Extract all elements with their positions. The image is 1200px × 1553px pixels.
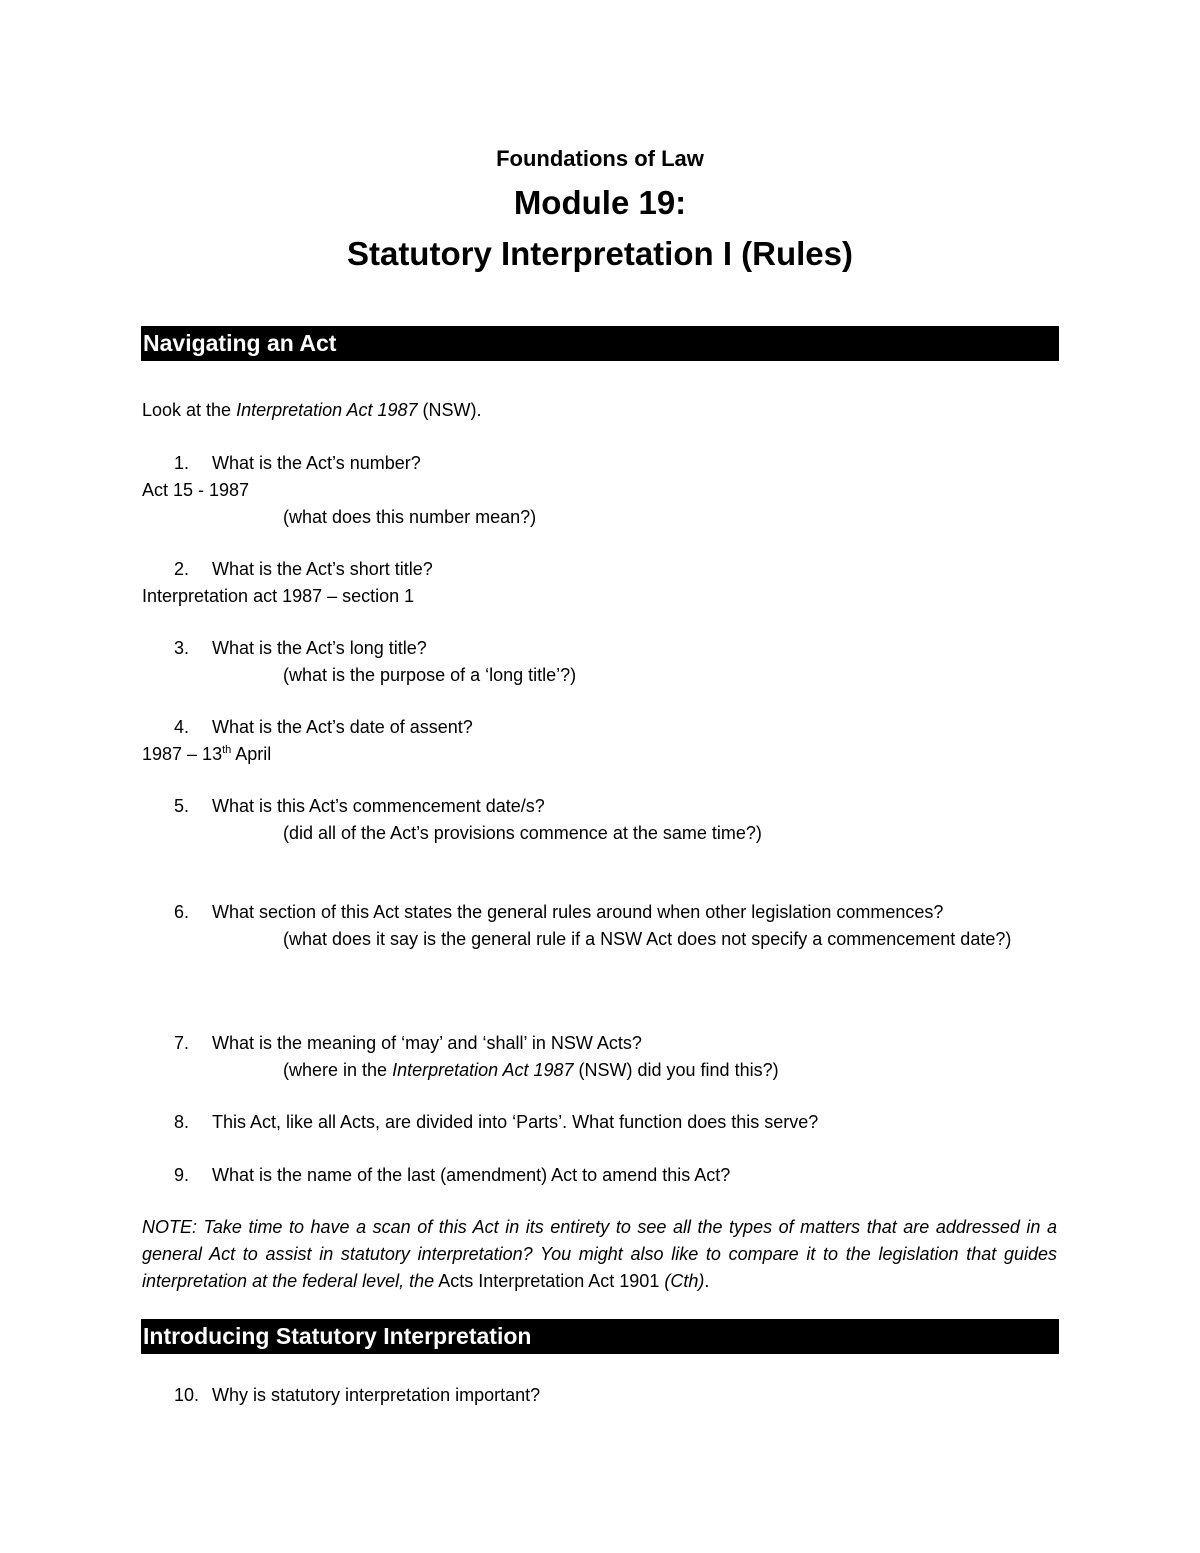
- intro-prefix: Look at the: [142, 400, 237, 420]
- question-text: What is this Act’s commencement date/s?: [212, 796, 545, 816]
- question-number: 9.: [174, 1165, 190, 1185]
- note-paragraph: [142, 1214, 1057, 1295]
- answer-suffix: April: [231, 744, 272, 764]
- question-number: 1.: [174, 453, 190, 473]
- question-number: 6.: [174, 902, 190, 922]
- question-text: What is the Act’s date of assent?: [212, 717, 473, 737]
- question-hint: (what is the purpose of a ‘long title’?): [283, 665, 577, 685]
- section-heading-navigating: Navigating an Act: [141, 326, 1059, 361]
- answer-text: [142, 741, 271, 767]
- course-title: Foundations of Law: [496, 146, 704, 171]
- question-text: What is the Act’s short title?: [212, 559, 433, 579]
- hint-prefix: (where in the: [283, 1060, 393, 1080]
- question-number: 4.: [174, 717, 190, 737]
- note-act-name: Acts Interpretation Act 1901: [434, 1271, 665, 1291]
- question-number: 3.: [174, 638, 190, 658]
- intro-act-name: Interpretation Act 1987: [236, 400, 418, 420]
- question-hint: [283, 1057, 779, 1083]
- hint-suffix: (NSW) did you find this?): [573, 1060, 779, 1080]
- question-hint: (did all of the Act’s provisions commence at the same time?): [283, 823, 762, 843]
- module-subtitle: Statutory Interpretation I (Rules): [346, 235, 854, 272]
- answer-prefix: 1987 – 13: [142, 744, 223, 764]
- question-number: 5.: [174, 796, 190, 816]
- question-hint: (what does it say is the general rule if a NSW Act does not specify a commencement date?): [283, 929, 1012, 949]
- question-text: What is the name of the last (amendment) Act to amend this Act?: [212, 1165, 731, 1185]
- question-text: What is the Act’s number?: [212, 453, 421, 473]
- question-number: 10.: [174, 1385, 200, 1405]
- note-italic-text: NOTE: Take time to have a scan of this Act in its entirety to see all the types of matters that are addressed in a general Act to assist in statutory interpretation? You might also like to compare it to the legislation that guides interpretation at the federal level, the: [142, 1217, 1057, 1291]
- section-heading-introducing: Introducing Statutory Interpretation: [141, 1319, 1059, 1354]
- intro-line: [142, 397, 482, 423]
- answer-text: Interpretation act 1987 – section 1: [142, 586, 415, 606]
- question-number: 2.: [174, 559, 190, 579]
- question-text: What is the meaning of ‘may’ and ‘shall’ in NSW Acts?: [212, 1033, 642, 1053]
- note-jurisdiction: (Cth): [664, 1271, 705, 1291]
- question-number: 7.: [174, 1033, 190, 1053]
- note-end: .: [704, 1271, 710, 1291]
- question-hint: (what does this number mean?): [283, 507, 537, 527]
- answer-text: Act 15 - 1987: [142, 480, 250, 500]
- question-number: 8.: [174, 1112, 190, 1132]
- answer-superscript: th: [222, 744, 232, 756]
- intro-suffix: (NSW).: [417, 400, 482, 420]
- question-text: What is the Act’s long title?: [212, 638, 427, 658]
- hint-act-name: Interpretation Act 1987: [392, 1060, 574, 1080]
- question-text: Why is statutory interpretation important?: [212, 1385, 541, 1405]
- question-text: This Act, like all Acts, are divided into ‘Parts’. What function does this serve?: [212, 1112, 819, 1132]
- module-title: Module 19:: [513, 184, 687, 221]
- question-text: What section of this Act states the general rules around when other legislation commences?: [212, 902, 944, 922]
